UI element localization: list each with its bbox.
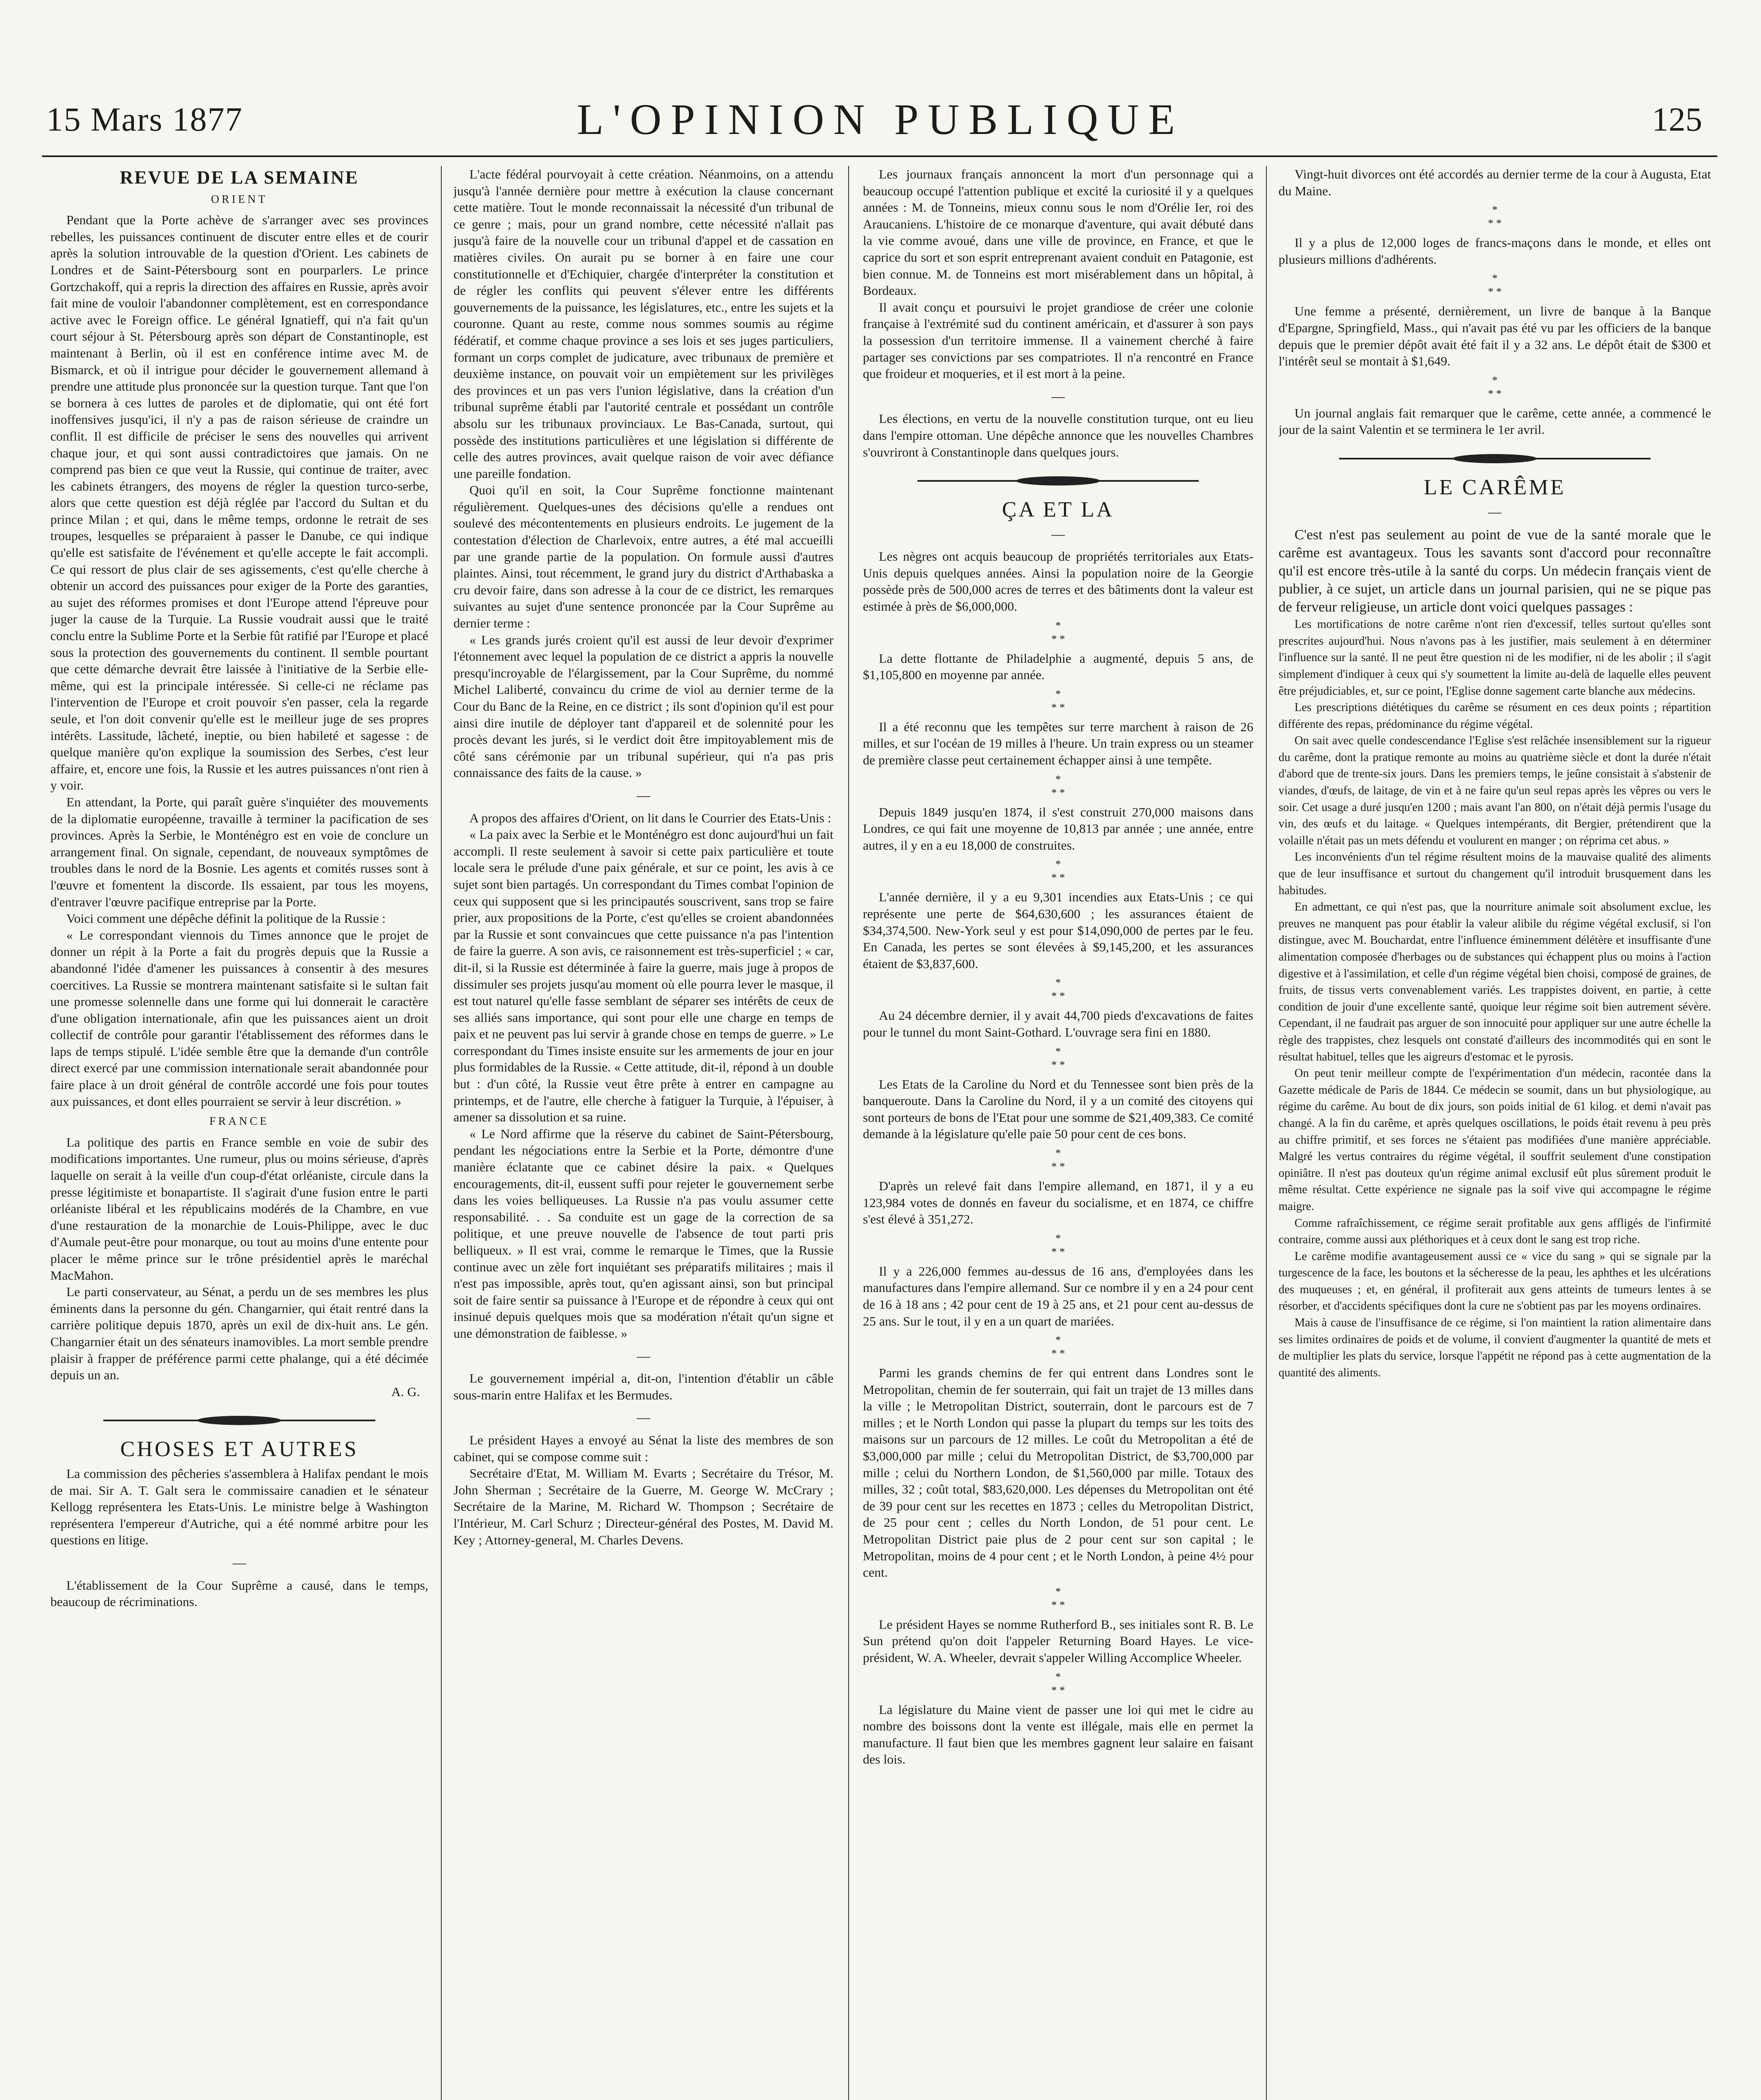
article-paragraph: Comme rafraîchissement, ce régime serait profitable aux gens affligés de l'infirmité contraire, comme aussi aux pléthoriques et à ceux dont le sang est trop riche. [1279, 1216, 1711, 1247]
article-paragraph: L'acte fédéral pourvoyait à cette création. Néanmoins, on a attendu jusqu'à l'année dernière pour mettre à exécution la clause concernant cette matière. Tout le monde reconnaissait la nécessité d'un tribunal de ce genre ; mais, pour un grand nombre, cette nécessité n'allait pas jusqu'à faire de la nouvelle cour un tribunal d'appel et de cassation en matières civiles. On aurait pu se borner à en faire une cour constitutionnelle et d'Echiquier, chargée d'interpréter la constitution et de régler les conflits qui peuvent s'élever entre les différents gouvernements de la puissance, les législatures, etc., entre les sujets et la couronne. Quant au reste, comme nous sommes soumis au régime fédératif, et comme chaque province a ses lois et ses juges particuliers, formant un corps complet de judicature, avec tribunaux de première et deuxième instance, on pouvait voir un empiètement sur les privilèges des provinces et un pas vers l'union législative, dans la création d'un tribunal suprême établi par l'autorité centrale et possédant un contrôle absolu sur les tribunaux provinciaux. Le Bas-Canada, surtout, qui possède des institutions particulières et une législation si différente de celle des autres provinces, avait quelque raison de voir avec défiance une pareille fondation. [453, 167, 833, 481]
asterism-separator: * * * [1051, 688, 1065, 714]
news-item: Le président Hayes se nomme Rutherford B., ses initiales sont R. B. Le Sun prétend qu'on doit l'appeler Returning Board Hayes. Le vice-président, W. A. Wheeler, devrait s'appeler Willing Accomplice Wheeler. [863, 1617, 1253, 1665]
asterism-separator: * * * [1051, 976, 1065, 1003]
news-item: Il y a 226,000 femmes au-dessus de 16 ans, d'employées dans les manufactures dans l'empire allemand. Sur ce nombre il y en a 24 pour cent de 16 à 18 ans ; 42 pour cent de 19 à 25 ans, et 21 pour cent au-dessus de 25 ans. Sur le tout, il y en a un quart de mariées. [863, 1263, 1253, 1328]
separator-dash: — [233, 1554, 246, 1570]
section-heading-ca-et-la: ÇA ET LA [1002, 498, 1114, 522]
asterism-separator: * * * [1051, 1045, 1065, 1071]
section-ornament [50, 1412, 428, 1428]
asterism-separator: * * * [1051, 619, 1065, 645]
article-paragraph: La politique des partis en France semble en voie de subir des modifications importantes. Une rumeur, plus ou moins sérieuse, d'après laquelle on serait à la veille d'un coup-d'état orléaniste, circule dans la presse légitimiste et bonapartiste. Il s'agirait d'une fusion entre le parti orléaniste libéral et les républicains modérés de la Chambre, en vue d'une restauration de la monarchie de Louis-Philippe, avec le duc d'Aumale peut-être pour monarque, ou tout au moins d'une entente pour placer le même prince sur le trône présidentiel après le maréchal MacMahon. [50, 1134, 428, 1283]
asterism-separator: * * * [1488, 374, 1502, 400]
article-paragraph: Les élections, en vertu de la nouvelle constitution turque, ont eu lieu dans l'empire ottoman. Une dépêche annonce que les nouvelles Chambres s'ouvriront à Constantinople dans quelques jours. [863, 411, 1253, 459]
separator-dash: — [1051, 526, 1065, 541]
article-paragraph: « La paix avec la Serbie et le Monténégro est donc aujourd'hui un fait accompli. Il reste seulement à savoir si cette paix particulière et toute locale sera le prélude d'une paix générale, et sur ce point, les avis à ce sujet sont bien partagés. Un correspondant du Times combat l'opinion de ceux qui supposent que si les principautés souscrivent, sans trop se faire prier, aux propositions de la Porte, c'est qu'elles se croient abandonnées par la Russie et sont convaincues que cette puissance n'a pas l'intention de faire la guerre. A son avis, ce raisonnement est très-superficiel ; « car, dit-il, si la Russie est déterminée à faire la guerre, mais juge à propos de dissimuler ses projets jusqu'au moment où elle pourra lever le masque, il est tout naturel qu'elle fasse semblant de séparer ses intérêts de ceux de ses alliés sans importance, qui sont pour elle une charge en temps de paix et ne peuvent pas lui servir à grande chose en temps de guerre. » Le correspondant du Times insiste ensuite sur les armements de jour en jour plus formidables de la Russie. « Cette attitude, dit-il, répond à un double but : d'un côté, la Russie veut être prête à entrer en campagne au printemps, et de l'autre, elle cherche à fatiguer la Turquie, à l'épuiser, à amener sa dissolution et sa ruine. [453, 827, 833, 1125]
page-number: 125 [1652, 101, 1702, 138]
article-paragraph: Quoi qu'il en soit, la Cour Suprême fonctionne maintenant régulièrement. Quelques-unes des décisions qu'elle a rendues ont soulevé des mécontentements en plusieurs endroits. Le jugement de la contestation d'élection de Charlevoix, entre autres, a été mal accueilli par une grande partie de la population. On formule aussi d'autres plaintes. Ainsi, tout récemment, le grand jury du district d'Arthabaska a cru devoir faire, dans son adresse à la cour de ce district, les remarques suivantes au sujet d'une sentence prononcée par la Cour Suprême au dernier terme : [453, 483, 833, 631]
article-paragraph: « Les grands jurés croient qu'il est aussi de leur devoir d'exprimer l'étonnement avec lequel la population de ce district a appris la nouvelle presqu'incroyable de l'élargissement, par la Cour Suprême, du nommé Michel Laliberté, convaincu du crime de viol au dernier terme de la Cour du Banc de la Reine, en ce district ; ils sont d'opinion qu'il est pour ainsi dire inutile de déployer tant d'appareil et de solennité pour les procès devant les jurés, si le verdict doit être impitoyablement mis de côté sans cérémonie par un tribunal supérieur, qui n'a pas pris connaissance des faits de la cause. » [453, 632, 833, 780]
article-paragraph: En admettant, ce qui n'est pas, que la nourriture animale soit absolument exclue, les preuves ne manquent pas pour établir la valeur alibile du régime végétal exclusif, si l'on distingue, avec M. Bouchardat, entre l'influence éminemment délétère et insuffisante d'une alimentation composée d'herbages ou de substances qui échappent plus ou moins à l'action digestive et à l'assimilation, et celle d'un régime végétal bien choisi, composé de graines, de fruits, de tissus verts convenablement variés. Les trappistes doivent, en partie, à cette condition de jouir d'une excellente santé, quoique leur régime soit bien autrement sévère. Cependant, il ne faudrait pas arguer de son innocuité pour appliquer sur une autre échelle la règle des trappistes, chez lesquels ont constaté d'ailleurs des incommodités qui en sont le résultat habituel, telles que les aigreurs d'estomac et le pyrosis. [1279, 900, 1711, 1063]
article-paragraph: Le président Hayes a envoyé au Sénat la liste des membres de son cabinet, qui se compose comme suit : [453, 1432, 833, 1464]
subsection-label-france: FRANCE [209, 1115, 270, 1128]
column-4 [1279, 166, 1711, 2100]
news-item: La dette flottante de Philadelphie a augmenté, depuis 5 ans, de $1,105,800 en moyenne par année. [863, 651, 1253, 682]
news-item: Les nègres ont acquis beaucoup de propriétés territoriales aux Etats-Unis depuis quelques années. Ainsi la population noire de la Georgie possède près de 500,000 acres de terres et des bâtiments dont la valeur est estimée à près de $6,000,000. [863, 549, 1253, 614]
news-item: Un journal anglais fait remarquer que le carême, cette année, a commencé le jour de la saint Valentin et se terminera le 1er avril. [1279, 405, 1711, 437]
asterism-separator: * * * [1051, 773, 1065, 799]
separator-dash: — [637, 1410, 650, 1425]
column-2 [453, 166, 833, 2100]
separator-dash: — [1051, 388, 1065, 404]
news-item: Vingt-huit divorces ont été accordés au dernier terme de la cour à Augusta, Etat du Maine. [1279, 167, 1711, 198]
section-ornament [1279, 451, 1711, 467]
article-paragraph: La commission des pêcheries s'assemblera à Halifax pendant le mois de mai. Sir A. T. Galt sera le commissaire canadien et le sénateur Kellogg représentera les Etats-Unis. Le ministre belge à Washington représentera l'empereur d'Autriche, qui a été nommé arbitre pour les questions en litige. [50, 1466, 428, 1548]
section-heading-choses: CHOSES ET AUTRES [120, 1437, 359, 1462]
asterism-separator: * * * [1488, 272, 1502, 298]
column-rule [848, 166, 849, 2100]
news-item: La législature du Maine vient de passer une loi qui met le cidre au nombre des boissons dont la vente est illégale, mais elle en permet la manufacture. Il faut bien que les membres gagnent leur salaire en faisant des lois. [863, 1702, 1253, 1767]
asterism-separator: * * * [1488, 204, 1502, 230]
article-paragraph: A propos des affaires d'Orient, on lit dans le Courrier des Etats-Unis : [469, 810, 831, 825]
news-item: Il a été reconnu que les tempêtes sur terre marchent à raison de 26 milles, et sur l'océan de 19 milles à l'heure. Un train express ou un steamer de première classe peut certainement échapper ainsi à une tempête. [863, 719, 1253, 768]
asterism-separator: * * * [1051, 1147, 1065, 1173]
section-ornament [863, 473, 1253, 489]
article-paragraph: En attendant, la Porte, qui paraît guère s'inquiéter des mouvements de la diplomatie européenne, travaille à terminer la pacification de ses provinces. Après la Serbie, le Monténégro est en voie de conclure un arrangement final. On signale, cependant, de nouveaux symptômes de troubles dans le nord de la Bosnie. Les agents et comités russes sont à l'œuvre et fomentent la discorde. Ils essaient, par tous les moyens, d'entraver l'œuvre pacifique entreprise par la Porte. [50, 794, 428, 909]
article-paragraph: Le parti conservateur, au Sénat, a perdu un de ses membres les plus éminents dans la personne du gén. Changarnier, qui était rentré dans la carrière politique depuis 1870, après un exil de dix-huit ans. Le gén. Changarnier était un des sénateurs inamovibles. La mort semble prendre plaisir à frapper de préférence parmi cette phalange, qui a été décimée depuis un an. [50, 1284, 428, 1383]
newspaper-title: L'OPINION PUBLIQUE [577, 95, 1184, 144]
article-paragraph: Les journaux français annoncent la mort d'un personnage qui a beaucoup occupé l'attention publique et excité la curiosité il y a quelques années : M. de Tonneins, mieux connu sous le nom d'Orélie Ier, roi des Araucaniens. L'histoire de ce monarque d'aventure, qui avait débuté dans la vie comme avoué, dans une ville de province, en France, et que le caprice du sort et son esprit entreprenant avaient conduit en Patagonie, est bien connue. M. de Tonneins est mort misérablement dans un hôpital, à Bordeaux. [863, 167, 1253, 298]
article-paragraph: L'établissement de la Cour Suprême a causé, dans le temps, beaucoup de récriminations. [50, 1578, 428, 1609]
news-item: Au 24 décembre dernier, il y avait 44,700 pieds d'excavations de faites pour le tunnel du mont Saint-Gothard. L'ouvrage sera fini en 1880. [863, 1008, 1253, 1040]
article-paragraph: Secrétaire d'Etat, M. William M. Evarts ; Secrétaire du Trésor, M. John Sherman ; Secrétaire de la Guerre, M. George W. McCrary ; Secrétaire de la Marine, M. Richard W. Thompson ; Secrétaire de l'Intérieur, M. Carl Schurz ; Directeur-général des Postes, M. David M. Key ; Attorney-general, M. Charles Devens. [453, 1466, 833, 1547]
article-paragraph: On peut tenir meilleur compte de l'expérimentation d'un médecin, racontée dans la Gazette médicale de Paris de 1844. Ce médecin se soumit, dans un but physiologique, au régime du carême. Au bout de dix jours, son poids initial de 61 kilog. et demi n'avait pas changé. A la fin du carême, et après quelques oscillations, le poids était revenu à peu près au chiffre primitif, et ses forces ne s'étaient pas modifiées d'une manière appréciable. Malgré les vertus contraires du régime végétal, il souffrit seulement d'une constipation opiniâtre. Il n'est pas douteux qu'un régime animal exclusif eût plus sûrement produit le même résultat. Cette expérience ne signale pas la soif vive qui accompagne le régime maigre. [1279, 1067, 1711, 1213]
author-signature: A. G. [391, 1384, 420, 1399]
separator-dash: — [637, 1348, 650, 1363]
column-1 [50, 166, 428, 2100]
article-paragraph: Les inconvénients d'un tel régime résultent moins de la mauvaise qualité des aliments que de leur insuffisance et surtout du changement qu'il introduit brusquement dans les habitudes. [1279, 850, 1711, 897]
news-item: Parmi les grands chemins de fer qui entrent dans Londres sont le Metropolitan, chemin de fer souterrain, qui fait un trajet de 13 milles dans la ville ; le Metropolitan District, souterrain, dont le parcours est de 7 milles ; et le North London qui passe la plupart du temps sur les toits des maisons sur un parcours de 12 milles. Le coût du Metropolitan a été de $3,000,000 par mille ; celui du Metropolitan District, de $3,700,000 par mille ; celui du Northern London, de $1,560,000 par mille. Totaux des milles, 32 ; coût total, $83,620,000. Les dépenses du Metropolitan ont été de 39 pour cent sur les recettes en 1873 ; celles du Metropolitan District, de 25 pour cent ; celles du North London, de 51 pour cent. Le Metropolitan District paie plus de 2 pour cent sur son capital ; le Metropolitan, moins de 4 pour cent ; et le North London, à peine 4½ pour cent. [863, 1365, 1253, 1580]
column-rule [441, 166, 442, 2100]
subsection-label-orient: ORIENT [211, 192, 268, 205]
section-heading-revue: REVUE DE LA SEMAINE [120, 167, 359, 188]
article-paragraph: Voici comment une dépêche définit la politique de la Russie : [66, 911, 386, 926]
news-item: Depuis 1849 jusqu'en 1874, il s'est construit 270,000 maisons dans Londres, ce qui fait une moyenne de 10,813 par année ; une année, entre autres, il y en a eu 18,000 de construites. [863, 804, 1253, 853]
asterism-separator: * * * [1051, 858, 1065, 884]
news-item: L'année dernière, il y a eu 9,301 incendies aux Etats-Unis ; ce qui représente une perte de $64,630,600 ; les assurances étaient de $34,374,500. New-York seul y est pour $14,090,000 de pertes par le feu. En Canada, les pertes se sont élevées à $9,145,200, et les assurances étaient de $3,837,600. [863, 890, 1253, 971]
article-paragraph: On sait avec quelle condescendance l'Eglise s'est relâchée insensiblement sur la rigueur du carême, dont la pratique remonte au moins au quatrième siècle et dont la durée n'était d'abord que de trente-six jours. Dans les premiers temps, le jeûne consistait à s'abstenir de viandes, d'œufs, de laitage, de vin et à ne faire qu'un seul repas après les vêpres ou vers le soir. Cet usage a duré jusqu'en 1200 ; mais avant l'an 800, on n'était déjà permis l'usage du vin, des œufs et du laitage. « Quelques intempérants, dit Bergier, prétendirent que la volaille n'était pas un mets défendu et voulurent en manger ; on réprima cet abus. » [1279, 734, 1711, 847]
article-paragraph: Mais à cause de l'insuffisance de ce régime, si l'on maintient la ration alimentaire dans ses limites ordinaires de poids et de volume, il convient d'augmenter la quantité de mets et de multiplier les plats du service, lorsque l'appétit ne répond pas à cette augmentation de la quantité des aliments. [1279, 1316, 1711, 1379]
masthead [0, 0, 1761, 193]
article-paragraph: « Le Nord affirme que la réserve du cabinet de Saint-Pétersbourg, pendant les négociations entre la Serbie et la Porte, démontre d'une manière éclatante que ce cabinet désire la paix. « Quelques encouragements, dit-il, eussent suffi pour rejeter le gouvernement serbe dans les voies belliqueuses. La Russie n'a pas voulu assumer cette responsabilité. . . Sa conduite est un gage de la correction de sa politique, et une preuve nouvelle de l'absence de tout parti pris belliqueux. » Il est vrai, comme le remarque le Times, que la Russie continue avec un zèle fort inquiétant ses préparatifs militaires ; mais il n'est pas impossible, après tout, qu'en agissant ainsi, son but principal soit de faire sentir sa puissance à l'Europe et de répondre à ceux qui ont insinué depuis quelques mois que sa modération n'était qu'un signe et une démonstration de faiblesse. » [453, 1126, 833, 1341]
separator-dash: — [1488, 504, 1502, 519]
column-3 [863, 166, 1253, 2100]
asterism-separator: * * * [1051, 1232, 1065, 1258]
article-intro: C'est n'est pas seulement au point de vue de la santé morale que le carême est avantageux. Tous les savants sont d'accord pour reconnaître qu'il est encore très-utile à la santé du corps. Un médecin français vient de publier, à ce sujet, un article dans un journal parisien, qui ne se pique pas de ferveur religieuse, un article dont voici quelques passages : [1279, 527, 1711, 615]
asterism-separator: * * * [1051, 1670, 1065, 1696]
article-paragraph: Le gouvernement impérial a, dit-on, l'intention d'établir un câble sous-marin entre Halifax et les Bermudes. [453, 1371, 833, 1402]
issue-date: 15 Mars 1877 [46, 101, 243, 138]
article-paragraph: Le carême modifie avantageusement aussi ce « vice du sang » qui se signale par la turgescence de la face, les boutons et la sécheresse de la peau, les aphthes et les ulcérations des muqueuses ; et, en général, il profiterait aux gens atteints de tumeurs lentes à se résorber, et d'accidents spécifiques dont la cure ne s'obtient pas par les moyens ordinaires. [1279, 1250, 1711, 1313]
article-paragraph: Les prescriptions diététiques du carême se résument en ces deux points ; répartition différente des repas, prédominance du régime végétal. [1279, 701, 1711, 731]
article-paragraph: Pendant que la Porte achève de s'arranger avec ses provinces rebelles, les puissances continuent de discuter entre elles et de courir après la solution introuvable de la question d'Orient. Les cabinets de Londres et de Saint-Pétersbourg sont en pourparlers. Le prince Gortzchakoff, qui a repris la direction des affaires en Russie, après avoir fait mine de vouloir l'abandonner complètement, est en correspondance active avec le Foreign office. Le général Ignatieff, qui n'a fait qu'un court séjour à St. Pétersbourg après son départ de Constantinople, est maintenant à Berlin, où il est en conférence intime avec M. de Bismarck, et où il intrigue pour décider le gouvernement allemand à prendre une attitude plus prononcée sur la question turque. Tant que l'on se bornera à ces luttes de paroles et de diplomatie, qui ont été fort inoffensives jusqu'ici, il n'y a pas de raison sérieuse de craindre un conflit. Il est difficile de préciser le sens des nouvelles qui arrivent chaque jour, et qui sont aussi contradictoires que jamais. On ne comprend pas bien ce que veut la Russie, qui continue de traiter, avec les cabinets étrangers, des moyens de régler la question turco-serbe, alors que cette question est déjà réglée par l'accord du Sultan et du prince Milan ; et qui, dans le même temps, ordonne le retrait de ses troupes, lesquelles se préparaient à passer le Danube, ce qui indique qu'elle est satisfaite de l'événement et qu'elle accepte le fait accompli. Ce qui ressort de plus clair de ses agissements, c'est qu'elle cherche à obtenir un accord des puissances pour exiger de la Porte des garanties, au sujet des réformes promises et dont l'Europe attend l'épreuve pour juger la cause de la Turquie. La Russie voudrait aussi que le traité conclu entre la Sublime Porte et la Serbie fût ratifié par l'Europe et placé sous la protection des gouvernements du continent. Il semble pourtant que cette démarche devrait être laissée à l'initiative de la Serbie elle-même, qui est la principale intéressée. Si celle-ci ne réclame pas l'intervention de l'Europe et croit pouvoir s'en passer, cela la regarde seule, et l'on doit convenir qu'elle est le meilleur juge de ses propres intérêts. Lassitude, lâcheté, ineptie, ou bien habileté et sagesse : de quelque manière qu'on explique la soumission des Serbes, c'est leur affaire, et, encore une fois, la Russie et les autres puissances n'ont rien à y voir. [50, 213, 428, 793]
article-paragraph: Il avait conçu et poursuivi le projet grandiose de créer une colonie française à l'extrémité sud du continent américain, et d'assurer à son pays la possession d'un territoire immense. Il a vainement cherché à faire partager ses convictions par ses compatriotes. Il n'a rencontré en France que froideur et moqueries, et il est mort à la peine. [863, 299, 1253, 381]
column-rule [1266, 166, 1267, 2100]
asterism-separator: * * * [1051, 1334, 1065, 1360]
section-heading-careme: LE CARÊME [1423, 475, 1566, 499]
news-item: Il y a plus de 12,000 loges de francs-maçons dans le monde, et elles ont plusieurs millions d'adhérents. [1279, 235, 1711, 267]
news-item: Les Etats de la Caroline du Nord et du Tennessee sont bien près de la banqueroute. Dans la Caroline du Nord, il y a un comité des citoyens qui sont porteurs de bons de l'Etat pour une somme de $21,409,383. Ce comité demande à la législature qu'elle paie 50 pour cent de ces bons. [863, 1076, 1253, 1142]
separator-dash: — [637, 787, 650, 803]
article-paragraph: « Le correspondant viennois du Times annonce que le projet de donner un répit à la Porte a fait du progrès depuis que la Russie a abandonné l'idée d'amener les puissances à consentir à des mesures coercitives. La Russie se montrera maintenant satisfaite si le sultan fait une promesse solennelle dans une forme qui lui donnerait le caractère d'une obligation internationale, afin que les puissances aient un droit collectif de contrôle pour garantir l'établissement des réformes dans le laps de temps stipulé. L'idée semble être que la demande d'un contrôle direct exercé par une commission internationale serait abandonnée pour faire place à un droit général de contrôle accordé une fois pour toutes aux puissances, et dont elles pourraient se servir à leur discrétion. » [50, 927, 428, 1109]
header-rule [42, 155, 1717, 157]
news-item: Une femme a présenté, dernièrement, un livre de banque à la Banque d'Epargne, Springfield, Mass., qui n'avait pas été vu par les officiers de la banque depuis que le premier dépôt avait été fait il y a 32 ans. Le dépôt était de $300 et l'intérêt seul se montait à $1,649. [1279, 304, 1711, 369]
asterism-separator: * * * [1051, 1585, 1065, 1611]
news-item: D'après un relevé fait dans l'empire allemand, en 1871, il y a eu 123,984 votes de donnés en faveur du socialisme, et en 1874, ce chiffre s'est élevé à 351,272. [863, 1178, 1253, 1227]
article-paragraph: Les mortifications de notre carême n'ont rien d'excessif, telles surtout qu'elles sont prescrites aujourd'hui. Nous n'avons pas à les justifier, mais seulement à en déterminer l'influence sur la santé. Il ne peut être question ni de les modifier, ni de les abolir ; il s'agit simplement d'indiquer à ceux qui s'y soumettent la limite au-delà de laquelle elles peuvent être préjudiciables, et, sur ce point, l'Eglise donne sagement carte blanche aux médecins. [1279, 618, 1711, 698]
